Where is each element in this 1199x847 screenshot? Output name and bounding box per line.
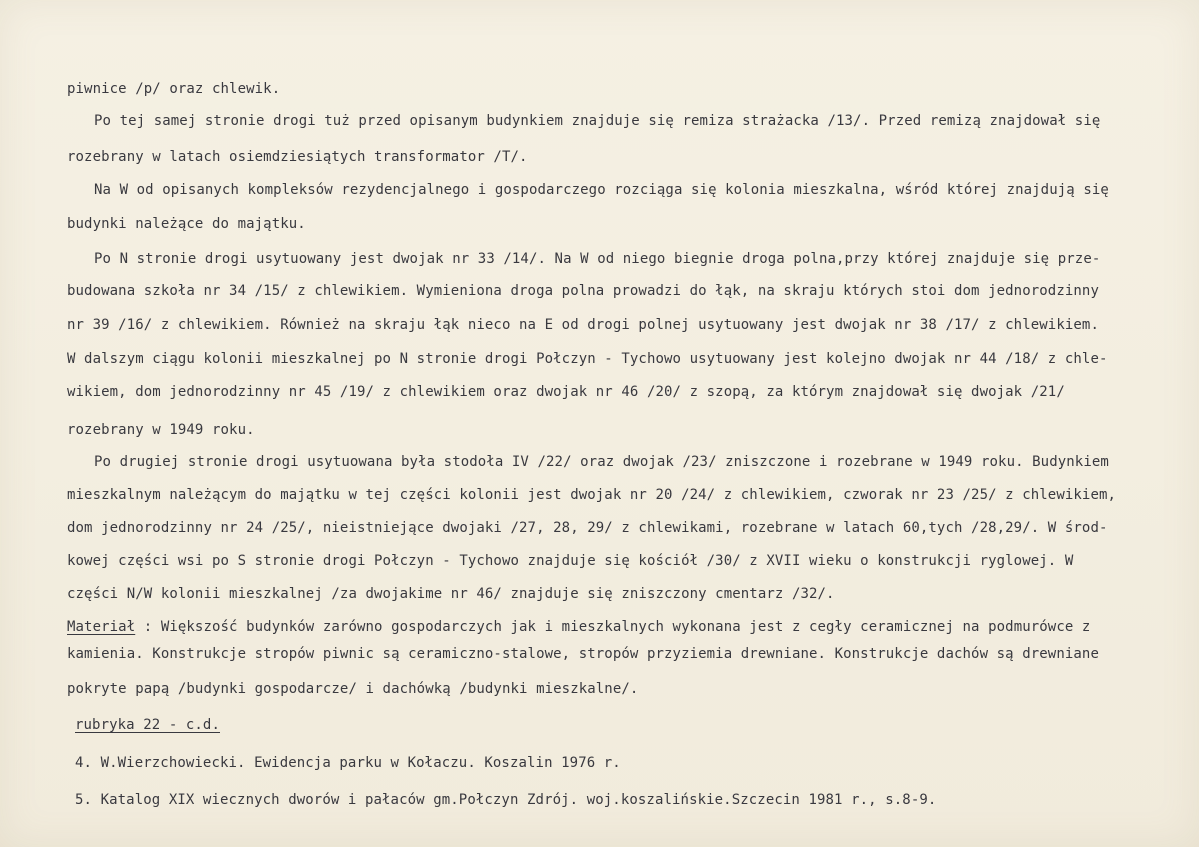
text-line: nr 39 /16/ z chlewikiem. Również na skraju łąk nieco na E od drogi polnej usytuowany jest dwojak nr 38 /17/ z chlewikiem. bbox=[67, 317, 1099, 333]
text-line: wikiem, dom jednorodzinny nr 45 /19/ z chlewikiem oraz dwojak nr 46 /20/ z szopą, za którym znajdował się dwojak /21/ bbox=[67, 384, 1065, 400]
text-line: W dalszym ciągu kolonii mieszkalnej po N stronie drogi Połczyn - Tychowo usytuowany jest kolejno dwojak nr 44 /18/ z chle- bbox=[67, 351, 1108, 367]
material-text: : Większość budynków zarówno gospodarczych jak i mieszkalnych wykonana jest z cegły ceramicznej na podmurówce z bbox=[135, 619, 1091, 635]
text-line: piwnice /p/ oraz chlewik. bbox=[67, 81, 281, 97]
text-line: dom jednorodzinny nr 24 /25/, nieistniejące dwojaki /27, 28, 29/ z chlewikami, rozebrane w latach 60,tych /28,29/. W środ- bbox=[67, 520, 1108, 536]
material-line bbox=[67, 618, 1090, 636]
text-line: budowana szkoła nr 34 /15/ z chlewikiem. Wymieniona droga polna prowadzi do łąk, na skraju których stoi dom jednorodzinny bbox=[67, 283, 1099, 299]
text-line: pokryte papą /budynki gospodarcze/ i dachówką /budynki mieszkalne/. bbox=[67, 681, 639, 697]
text-line: budynki należące do majątku. bbox=[67, 216, 306, 232]
text-line: Po tej samej stronie drogi tuż przed opisanym budynkiem znajduje się remiza strażacka /13/. Przed remizą znajdował się bbox=[94, 113, 1101, 129]
text-line: części N/W kolonii mieszkalnej /za dwojakime nr 46/ znajduje się zniszczony cmentarz /32/. bbox=[67, 586, 835, 602]
rubric-heading: rubryka 22 - c.d. bbox=[75, 717, 220, 733]
text-line: Po N stronie drogi usytuowany jest dwojak nr 33 /14/. Na W od niego biegnie droga polna,przy której znajduje się prze- bbox=[94, 251, 1101, 267]
text-line: rozebrany w latach osiemdziesiątych transformator /T/. bbox=[67, 149, 528, 165]
reference-item: 5. Katalog XIX wiecznych dworów i pałaców gm.Połczyn Zdrój. woj.koszalińskie.Szczecin 1981 r., s.8-9. bbox=[75, 792, 937, 808]
reference-item: 4. W.Wierzchowiecki. Ewidencja parku w Kołaczu. Koszalin 1976 r. bbox=[75, 755, 621, 771]
text-line: Na W od opisanych kompleksów rezydencjalnego i gospodarczego rozciąga się kolonia mieszkalna, wśród której znajdują się bbox=[94, 182, 1109, 198]
text-line: kamienia. Konstrukcje stropów piwnic są ceramiczno-stalowe, stropów przyziemia drewniane. Konstrukcje dachów są drewniane bbox=[67, 646, 1099, 662]
text-line: Po drugiej stronie drogi usytuowana była stodoła IV /22/ oraz dwojak /23/ zniszczone i rozebrane w 1949 roku. Budynkiem bbox=[94, 454, 1109, 470]
text-line: mieszkalnym należącym do majątku w tej części kolonii jest dwojak nr 20 /24/ z chlewikiem, czworak nr 23 /25/ z chlewikiem, bbox=[67, 487, 1117, 503]
material-label: Materiał bbox=[67, 619, 136, 635]
text-line: kowej części wsi po S stronie drogi Połczyn - Tychowo znajduje się kościół /30/ z XVII wieku o konstrukcji ryglowej. W bbox=[67, 553, 1074, 569]
text-line: rozebrany w 1949 roku. bbox=[67, 422, 255, 438]
